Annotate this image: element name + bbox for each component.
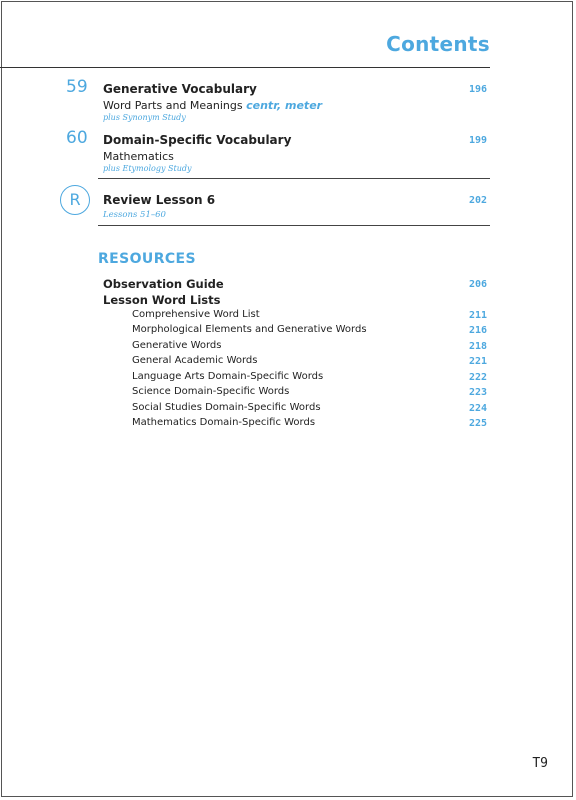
lesson-subtitle: Mathematics bbox=[103, 150, 174, 163]
divider bbox=[98, 178, 490, 179]
word-list-item[interactable]: Mathematics Domain-Specific Words bbox=[132, 417, 316, 428]
word-list-page[interactable]: 223 bbox=[468, 387, 487, 398]
page-folio: T9 bbox=[532, 756, 548, 771]
lesson-title[interactable]: Generative Vocabulary bbox=[103, 82, 257, 96]
word-list-item[interactable]: Comprehensive Word List bbox=[132, 309, 260, 320]
review-title[interactable]: Review Lesson 6 bbox=[103, 193, 216, 207]
word-list-item[interactable]: Language Arts Domain-Specific Words bbox=[132, 371, 324, 382]
word-list-page[interactable]: 216 bbox=[468, 325, 487, 336]
word-list-page[interactable]: 224 bbox=[468, 403, 487, 414]
observation-guide-page[interactable]: 206 bbox=[468, 279, 487, 290]
lesson-title[interactable]: Domain-Specific Vocabulary bbox=[103, 133, 292, 147]
word-list-page[interactable]: 222 bbox=[468, 372, 487, 383]
lesson-subtitle bbox=[103, 99, 322, 112]
word-list-page[interactable]: 225 bbox=[468, 418, 487, 429]
word-list-item[interactable]: Morphological Elements and Generative Words bbox=[132, 324, 367, 335]
lesson-note: plus Etymology Study bbox=[103, 164, 192, 173]
header-rule bbox=[0, 67, 490, 68]
lesson-page-number[interactable]: 196 bbox=[468, 84, 487, 95]
word-lists-heading: Lesson Word Lists bbox=[103, 293, 221, 307]
observation-guide-entry[interactable]: Observation Guide bbox=[103, 277, 224, 291]
word-list-item[interactable]: Science Domain-Specific Words bbox=[132, 386, 290, 397]
review-note: Lessons 51–60 bbox=[103, 210, 166, 220]
lesson-note: plus Synonym Study bbox=[103, 113, 186, 122]
lesson-subtitle-accent: centr, meter bbox=[246, 99, 323, 112]
lesson-number: 59 bbox=[66, 77, 88, 97]
word-list-item[interactable]: General Academic Words bbox=[132, 355, 258, 366]
word-list-page[interactable]: 221 bbox=[468, 356, 487, 367]
word-list-page[interactable]: 218 bbox=[468, 341, 487, 352]
page-border bbox=[1, 1, 573, 797]
word-list-item[interactable]: Generative Words bbox=[132, 340, 222, 351]
lesson-subtitle-text: Word Parts and Meanings bbox=[103, 99, 243, 112]
word-list-page[interactable]: 211 bbox=[468, 310, 487, 321]
divider bbox=[98, 225, 490, 226]
lesson-number: 60 bbox=[66, 128, 88, 148]
page-title: Contents bbox=[386, 32, 490, 56]
lesson-page-number[interactable]: 199 bbox=[468, 135, 487, 146]
review-badge: R bbox=[60, 185, 90, 215]
review-page-number[interactable]: 202 bbox=[468, 195, 487, 206]
word-list-item[interactable]: Social Studies Domain-Specific Words bbox=[132, 402, 321, 413]
resources-heading: RESOURCES bbox=[98, 251, 196, 267]
